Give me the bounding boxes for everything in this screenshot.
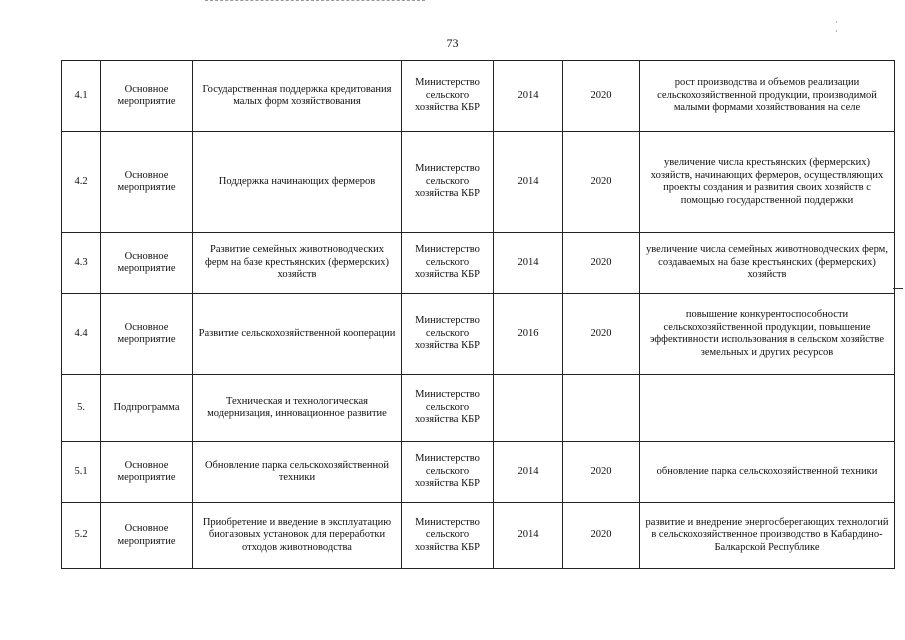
expected-result: увеличение числа крестьянских (фермерских) хозяйств, начинающих фермеров, осуществляющих проекты создания и развития своих хозяйств с помощью государственной поддержки [640, 132, 895, 233]
start-year: 2014 [494, 233, 563, 294]
activity-name: Техническая и технологическая модернизация, инновационное развитие [193, 375, 402, 442]
table-row [62, 375, 895, 442]
responsible-executor: Министерство сельского хозяйства КБР [402, 375, 494, 442]
program-activities-table [61, 60, 895, 569]
expected-result: рост производства и объемов реализации сельскохозяйственной продукции, производимой малыми формами хозяйствования на селе [640, 61, 895, 132]
row-type: Основное мероприятие [101, 61, 193, 132]
row-type: Основное мероприятие [101, 233, 193, 294]
responsible-executor: Министерство сельского хозяйства КБР [402, 442, 494, 503]
start-year: 2014 [494, 132, 563, 233]
activity-name: Государственная поддержка кредитования малых форм хозяйствования [193, 61, 402, 132]
expected-result: развитие и внедрение энергосберегающих технологий в сельскохозяйственное производство в Кабардино-Балкарской Республике [640, 503, 895, 569]
table-row [62, 442, 895, 503]
row-number: 5.2 [62, 503, 101, 569]
activity-name: Развитие сельскохозяйственной кооперации [193, 294, 402, 375]
responsible-executor: Министерство сельского хозяйства КБР [402, 503, 494, 569]
table-row [62, 61, 895, 132]
start-year: 2014 [494, 61, 563, 132]
row-number: 5. [62, 375, 101, 442]
expected-result: обновление парка сельскохозяйственной техники [640, 442, 895, 503]
row-type: Основное мероприятие [101, 442, 193, 503]
table-row [62, 233, 895, 294]
row-number: 4.4 [62, 294, 101, 375]
end-year: 2020 [563, 442, 640, 503]
activity-name: Приобретение и введение в эксплуатацию биогазовых установок для переработки отходов животноводства [193, 503, 402, 569]
row-type: Подпрограмма [101, 375, 193, 442]
start-year: 2014 [494, 442, 563, 503]
start-year: 2016 [494, 294, 563, 375]
start-year: 2014 [494, 503, 563, 569]
table-row [62, 132, 895, 233]
row-number: 4.3 [62, 233, 101, 294]
expected-result [640, 375, 895, 442]
table-row [62, 294, 895, 375]
responsible-executor: Министерство сельского хозяйства КБР [402, 233, 494, 294]
end-year [563, 375, 640, 442]
end-year: 2020 [563, 233, 640, 294]
responsible-executor: Министерство сельского хозяйства КБР [402, 294, 494, 375]
end-year: 2020 [563, 503, 640, 569]
table-row [62, 503, 895, 569]
end-year: 2020 [563, 61, 640, 132]
row-number: 5.1 [62, 442, 101, 503]
page-number: 73 [446, 36, 459, 50]
row-type: Основное мероприятие [101, 132, 193, 233]
end-year: 2020 [563, 132, 640, 233]
row-type: Основное мероприятие [101, 294, 193, 375]
activity-name: Обновление парка сельскохозяйственной техники [193, 442, 402, 503]
activity-name: Поддержка начинающих фермеров [193, 132, 402, 233]
expected-result: увеличение числа семейных животноводческих ферм, создаваемых на базе крестьянских (фермерских) хозяйств [640, 233, 895, 294]
responsible-executor: Министерство сельского хозяйства КБР [402, 61, 494, 132]
row-type: Основное мероприятие [101, 503, 193, 569]
scan-artifact-line [205, 0, 425, 4]
margin-tick-mark [893, 288, 903, 289]
start-year [494, 375, 563, 442]
scan-artifact-marks: · · [835, 18, 868, 36]
row-number: 4.2 [62, 132, 101, 233]
end-year: 2020 [563, 294, 640, 375]
row-number: 4.1 [62, 61, 101, 132]
activity-name: Развитие семейных животноводческих ферм на базе крестьянских (фермерских) хозяйств [193, 233, 402, 294]
expected-result: повышение конкурентоспособности сельскохозяйственной продукции, повышение эффективности использования в сельском хозяйстве земельных и других ресурсов [640, 294, 895, 375]
responsible-executor: Министерство сельского хозяйства КБР [402, 132, 494, 233]
